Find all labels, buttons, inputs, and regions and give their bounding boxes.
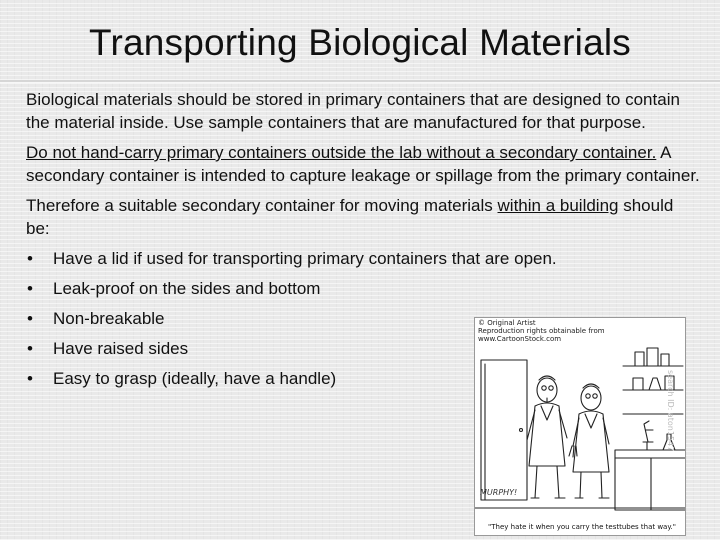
cartoon-signature: MURPHY! [480,488,518,497]
bullet-icon: • [27,309,33,328]
bullet-icon: • [27,279,33,298]
paragraph-suitable-end: should be: [26,196,674,238]
list-item-text: Non-breakable [53,309,165,328]
paragraph-secondary-container [26,141,700,187]
title-divider [0,80,720,83]
list-item [26,247,700,270]
paragraph-suitable-container [26,194,700,240]
list-item-text: Have a lid if used for transporting primary containers that are open. [53,249,557,268]
paragraph-primary-containers: Biological materials should be stored in primary containers that are designed to contain the material inside. Use sample containers that are manufactured for that purpose. [26,90,680,132]
bullet-icon: • [27,249,33,268]
cartoon-caption: "They hate it when you carry the testtubes that way." [488,523,676,531]
list-item-text: Have raised sides [53,339,189,358]
slide-title: Transporting Biological Materials [89,22,631,63]
underlined-warning: Do not hand-carry primary containers outside the lab without a secondary container. [26,143,657,162]
credit-line: Reproduction rights obtainable from [478,327,605,335]
cartoon-drawing-icon [475,318,686,536]
credit-line: © Original Artist [478,319,536,327]
credit-line: www.CartoonStock.com [478,335,562,343]
cartoon-image [474,317,686,536]
list-item-text: Leak-proof on the sides and bottom [53,279,321,298]
underlined-within-building: within a building [497,196,619,215]
paragraph-suitable-start: Therefore a suitable secondary container for moving materials [26,196,498,215]
list-item [26,277,700,300]
bullet-icon: • [27,369,33,388]
bullet-icon: • [27,339,33,358]
paragraph-secondary-rest: A secondary container is intended to capture leakage or spillage from the primary container. [26,143,700,185]
cartoon-search-id: search ID: aton1547 [666,370,675,452]
cartoon-credit [478,319,605,343]
list-item-text: Easy to grasp (ideally, have a handle) [53,369,337,388]
